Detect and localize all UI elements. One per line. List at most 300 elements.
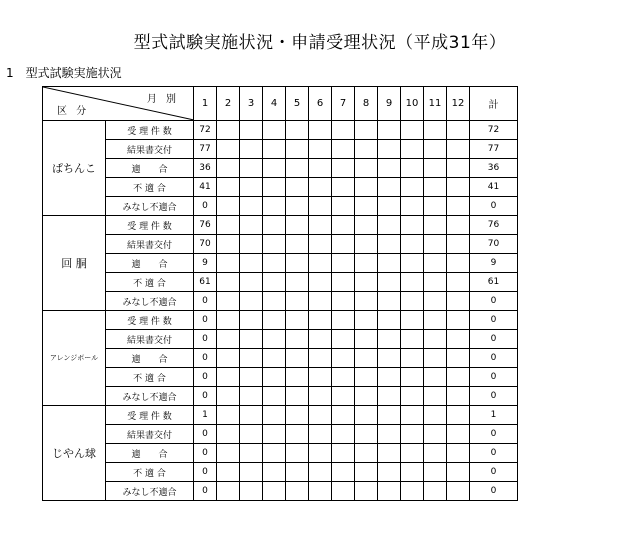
- empty-month-cell: [240, 178, 263, 197]
- empty-month-cell: [217, 121, 240, 140]
- empty-month-cell: [355, 406, 378, 425]
- category-label: ぱちんこ: [43, 121, 106, 216]
- empty-month-cell: [217, 254, 240, 273]
- empty-month-cell: [424, 330, 447, 349]
- empty-month-cell: [309, 197, 332, 216]
- col-axis-label: 月 別: [146, 94, 179, 105]
- empty-month-cell: [263, 406, 286, 425]
- month-value-cell: 0: [194, 292, 217, 311]
- empty-month-cell: [447, 368, 470, 387]
- empty-month-cell: [240, 425, 263, 444]
- empty-month-cell: [378, 197, 401, 216]
- empty-month-cell: [378, 140, 401, 159]
- empty-month-cell: [378, 349, 401, 368]
- empty-month-cell: [309, 254, 332, 273]
- empty-month-cell: [378, 387, 401, 406]
- total-value-cell: 0: [470, 197, 518, 216]
- empty-month-cell: [309, 178, 332, 197]
- empty-month-cell: [332, 387, 355, 406]
- table-row: [43, 444, 518, 463]
- empty-month-cell: [217, 406, 240, 425]
- row-label-conform: 適 合: [106, 254, 194, 273]
- month-header: 12: [447, 87, 470, 121]
- empty-month-cell: [355, 444, 378, 463]
- row-label-conform: 適 合: [106, 159, 194, 178]
- table-row: [43, 349, 518, 368]
- row-label-received-count: 受 理 件 数: [106, 406, 194, 425]
- empty-month-cell: [263, 444, 286, 463]
- empty-month-cell: [240, 235, 263, 254]
- empty-month-cell: [378, 121, 401, 140]
- empty-month-cell: [447, 273, 470, 292]
- empty-month-cell: [401, 330, 424, 349]
- empty-month-cell: [355, 140, 378, 159]
- empty-month-cell: [286, 254, 309, 273]
- month-header: 7: [332, 87, 355, 121]
- table-row: [43, 140, 518, 159]
- empty-month-cell: [424, 254, 447, 273]
- empty-month-cell: [240, 273, 263, 292]
- table-row: [43, 292, 518, 311]
- empty-month-cell: [378, 368, 401, 387]
- empty-month-cell: [309, 292, 332, 311]
- empty-month-cell: [286, 368, 309, 387]
- empty-month-cell: [286, 425, 309, 444]
- empty-month-cell: [447, 349, 470, 368]
- empty-month-cell: [263, 482, 286, 501]
- table-row: [43, 425, 518, 444]
- table-row: [43, 197, 518, 216]
- row-label-nonconform: 不 適 合: [106, 178, 194, 197]
- empty-month-cell: [401, 197, 424, 216]
- empty-month-cell: [447, 463, 470, 482]
- table-row: [43, 387, 518, 406]
- empty-month-cell: [447, 406, 470, 425]
- empty-month-cell: [447, 178, 470, 197]
- month-value-cell: 0: [194, 444, 217, 463]
- empty-month-cell: [355, 349, 378, 368]
- empty-month-cell: [309, 311, 332, 330]
- empty-month-cell: [355, 368, 378, 387]
- section-heading: 1 型式試験実施状況: [6, 66, 122, 80]
- empty-month-cell: [263, 197, 286, 216]
- row-axis-label: 区 分: [57, 106, 90, 117]
- row-label-deemed-nonconform: みなし不適合: [106, 197, 194, 216]
- row-label-conform: 適 合: [106, 349, 194, 368]
- empty-month-cell: [286, 406, 309, 425]
- month-value-cell: 0: [194, 330, 217, 349]
- empty-month-cell: [240, 463, 263, 482]
- row-label-report-issued: 結果書交付: [106, 140, 194, 159]
- empty-month-cell: [401, 273, 424, 292]
- month-header: 1: [194, 87, 217, 121]
- empty-month-cell: [378, 254, 401, 273]
- row-label-report-issued: 結果書交付: [106, 330, 194, 349]
- row-label-received-count: 受 理 件 数: [106, 121, 194, 140]
- category-label: アレンジボール: [43, 311, 106, 406]
- table-row: [43, 482, 518, 501]
- empty-month-cell: [263, 368, 286, 387]
- empty-month-cell: [378, 330, 401, 349]
- empty-month-cell: [401, 387, 424, 406]
- month-value-cell: 0: [194, 349, 217, 368]
- row-label-deemed-nonconform: みなし不適合: [106, 292, 194, 311]
- empty-month-cell: [401, 463, 424, 482]
- total-value-cell: 0: [470, 387, 518, 406]
- empty-month-cell: [217, 349, 240, 368]
- empty-month-cell: [424, 235, 447, 254]
- empty-month-cell: [355, 178, 378, 197]
- empty-month-cell: [217, 330, 240, 349]
- empty-month-cell: [447, 140, 470, 159]
- empty-month-cell: [309, 121, 332, 140]
- total-value-cell: 0: [470, 425, 518, 444]
- empty-month-cell: [309, 216, 332, 235]
- empty-month-cell: [355, 159, 378, 178]
- row-label-deemed-nonconform: みなし不適合: [106, 482, 194, 501]
- empty-month-cell: [309, 159, 332, 178]
- empty-month-cell: [447, 254, 470, 273]
- row-label-conform: 適 合: [106, 444, 194, 463]
- month-value-cell: 0: [194, 482, 217, 501]
- empty-month-cell: [332, 178, 355, 197]
- empty-month-cell: [378, 425, 401, 444]
- empty-month-cell: [309, 273, 332, 292]
- empty-month-cell: [332, 216, 355, 235]
- empty-month-cell: [217, 159, 240, 178]
- empty-month-cell: [447, 159, 470, 178]
- empty-month-cell: [447, 197, 470, 216]
- empty-month-cell: [332, 444, 355, 463]
- empty-month-cell: [240, 311, 263, 330]
- empty-month-cell: [355, 425, 378, 444]
- empty-month-cell: [217, 178, 240, 197]
- month-value-cell: 36: [194, 159, 217, 178]
- empty-month-cell: [447, 387, 470, 406]
- empty-month-cell: [378, 482, 401, 501]
- empty-month-cell: [424, 444, 447, 463]
- total-value-cell: 0: [470, 482, 518, 501]
- empty-month-cell: [263, 254, 286, 273]
- empty-month-cell: [332, 235, 355, 254]
- empty-month-cell: [263, 311, 286, 330]
- empty-month-cell: [447, 292, 470, 311]
- empty-month-cell: [378, 292, 401, 311]
- empty-month-cell: [424, 292, 447, 311]
- empty-month-cell: [332, 197, 355, 216]
- table-row: [43, 216, 518, 235]
- table-row: [43, 121, 518, 140]
- total-value-cell: 36: [470, 159, 518, 178]
- empty-month-cell: [401, 121, 424, 140]
- empty-month-cell: [355, 254, 378, 273]
- empty-month-cell: [263, 349, 286, 368]
- empty-month-cell: [240, 292, 263, 311]
- month-header: 6: [309, 87, 332, 121]
- row-label-nonconform: 不 適 合: [106, 463, 194, 482]
- empty-month-cell: [355, 121, 378, 140]
- empty-month-cell: [424, 482, 447, 501]
- empty-month-cell: [424, 387, 447, 406]
- empty-month-cell: [286, 121, 309, 140]
- table-row: [43, 273, 518, 292]
- month-value-cell: 0: [194, 463, 217, 482]
- empty-month-cell: [217, 216, 240, 235]
- empty-month-cell: [424, 368, 447, 387]
- month-header: 4: [263, 87, 286, 121]
- empty-month-cell: [309, 235, 332, 254]
- row-label-nonconform: 不 適 合: [106, 368, 194, 387]
- empty-month-cell: [217, 140, 240, 159]
- empty-month-cell: [447, 330, 470, 349]
- empty-month-cell: [217, 197, 240, 216]
- empty-month-cell: [401, 254, 424, 273]
- empty-month-cell: [240, 140, 263, 159]
- empty-month-cell: [332, 330, 355, 349]
- empty-month-cell: [286, 463, 309, 482]
- total-value-cell: 0: [470, 349, 518, 368]
- table-row: [43, 463, 518, 482]
- empty-month-cell: [355, 273, 378, 292]
- total-value-cell: 9: [470, 254, 518, 273]
- total-value-cell: 41: [470, 178, 518, 197]
- empty-month-cell: [355, 311, 378, 330]
- empty-month-cell: [263, 330, 286, 349]
- empty-month-cell: [263, 292, 286, 311]
- empty-month-cell: [240, 368, 263, 387]
- corner-header-cell: [43, 87, 194, 121]
- month-value-cell: 1: [194, 406, 217, 425]
- empty-month-cell: [217, 311, 240, 330]
- table-row: [43, 254, 518, 273]
- empty-month-cell: [286, 387, 309, 406]
- month-header: 8: [355, 87, 378, 121]
- empty-month-cell: [401, 292, 424, 311]
- empty-month-cell: [240, 387, 263, 406]
- empty-month-cell: [355, 482, 378, 501]
- empty-month-cell: [424, 121, 447, 140]
- empty-month-cell: [240, 349, 263, 368]
- empty-month-cell: [378, 463, 401, 482]
- empty-month-cell: [263, 273, 286, 292]
- empty-month-cell: [263, 216, 286, 235]
- empty-month-cell: [332, 368, 355, 387]
- empty-month-cell: [309, 444, 332, 463]
- month-value-cell: 77: [194, 140, 217, 159]
- empty-month-cell: [263, 463, 286, 482]
- month-value-cell: 0: [194, 197, 217, 216]
- total-value-cell: 76: [470, 216, 518, 235]
- empty-month-cell: [286, 273, 309, 292]
- empty-month-cell: [309, 425, 332, 444]
- empty-month-cell: [332, 254, 355, 273]
- month-header: 2: [217, 87, 240, 121]
- empty-month-cell: [286, 444, 309, 463]
- month-value-cell: 41: [194, 178, 217, 197]
- empty-month-cell: [240, 444, 263, 463]
- empty-month-cell: [401, 425, 424, 444]
- empty-month-cell: [355, 216, 378, 235]
- empty-month-cell: [378, 406, 401, 425]
- empty-month-cell: [332, 121, 355, 140]
- empty-month-cell: [401, 178, 424, 197]
- empty-month-cell: [332, 406, 355, 425]
- total-value-cell: 0: [470, 311, 518, 330]
- empty-month-cell: [286, 140, 309, 159]
- empty-month-cell: [355, 387, 378, 406]
- empty-month-cell: [217, 482, 240, 501]
- empty-month-cell: [263, 140, 286, 159]
- month-value-cell: 76: [194, 216, 217, 235]
- category-label: じやん球: [43, 406, 106, 501]
- empty-month-cell: [401, 349, 424, 368]
- empty-month-cell: [378, 178, 401, 197]
- month-value-cell: 0: [194, 387, 217, 406]
- empty-month-cell: [332, 425, 355, 444]
- empty-month-cell: [378, 235, 401, 254]
- empty-month-cell: [286, 292, 309, 311]
- total-value-cell: 0: [470, 444, 518, 463]
- total-value-cell: 61: [470, 273, 518, 292]
- empty-month-cell: [263, 159, 286, 178]
- empty-month-cell: [401, 444, 424, 463]
- empty-month-cell: [217, 292, 240, 311]
- empty-month-cell: [332, 273, 355, 292]
- total-value-cell: 77: [470, 140, 518, 159]
- month-value-cell: 0: [194, 425, 217, 444]
- table-row: [43, 406, 518, 425]
- month-header: 5: [286, 87, 309, 121]
- empty-month-cell: [355, 292, 378, 311]
- empty-month-cell: [401, 368, 424, 387]
- empty-month-cell: [424, 349, 447, 368]
- total-value-cell: 1: [470, 406, 518, 425]
- empty-month-cell: [378, 216, 401, 235]
- empty-month-cell: [217, 235, 240, 254]
- empty-month-cell: [263, 387, 286, 406]
- empty-month-cell: [447, 425, 470, 444]
- empty-month-cell: [309, 406, 332, 425]
- empty-month-cell: [309, 330, 332, 349]
- month-header: 11: [424, 87, 447, 121]
- empty-month-cell: [424, 311, 447, 330]
- empty-month-cell: [424, 159, 447, 178]
- empty-month-cell: [286, 159, 309, 178]
- row-label-deemed-nonconform: みなし不適合: [106, 387, 194, 406]
- empty-month-cell: [309, 482, 332, 501]
- month-value-cell: 72: [194, 121, 217, 140]
- empty-month-cell: [332, 159, 355, 178]
- category-label: 回 胴: [43, 216, 106, 311]
- empty-month-cell: [309, 463, 332, 482]
- empty-month-cell: [286, 311, 309, 330]
- empty-month-cell: [447, 311, 470, 330]
- empty-month-cell: [263, 121, 286, 140]
- empty-month-cell: [286, 349, 309, 368]
- empty-month-cell: [332, 349, 355, 368]
- table-row: [43, 311, 518, 330]
- total-value-cell: 70: [470, 235, 518, 254]
- row-label-report-issued: 結果書交付: [106, 425, 194, 444]
- empty-month-cell: [378, 273, 401, 292]
- empty-month-cell: [401, 311, 424, 330]
- month-value-cell: 70: [194, 235, 217, 254]
- total-value-cell: 72: [470, 121, 518, 140]
- empty-month-cell: [217, 444, 240, 463]
- empty-month-cell: [424, 178, 447, 197]
- month-value-cell: 61: [194, 273, 217, 292]
- empty-month-cell: [217, 387, 240, 406]
- empty-month-cell: [263, 235, 286, 254]
- empty-month-cell: [217, 368, 240, 387]
- empty-month-cell: [447, 482, 470, 501]
- empty-month-cell: [424, 140, 447, 159]
- empty-month-cell: [447, 444, 470, 463]
- empty-month-cell: [217, 425, 240, 444]
- total-header: 計: [470, 87, 518, 121]
- empty-month-cell: [217, 463, 240, 482]
- row-label-nonconform: 不 適 合: [106, 273, 194, 292]
- empty-month-cell: [240, 330, 263, 349]
- empty-month-cell: [447, 216, 470, 235]
- row-label-report-issued: 結果書交付: [106, 235, 194, 254]
- empty-month-cell: [286, 178, 309, 197]
- empty-month-cell: [424, 463, 447, 482]
- empty-month-cell: [424, 197, 447, 216]
- empty-month-cell: [286, 235, 309, 254]
- total-value-cell: 0: [470, 330, 518, 349]
- empty-month-cell: [447, 121, 470, 140]
- header-row: [43, 87, 518, 121]
- empty-month-cell: [240, 197, 263, 216]
- empty-month-cell: [378, 444, 401, 463]
- month-value-cell: 9: [194, 254, 217, 273]
- empty-month-cell: [217, 273, 240, 292]
- empty-month-cell: [401, 482, 424, 501]
- empty-month-cell: [263, 178, 286, 197]
- month-header: 10: [401, 87, 424, 121]
- empty-month-cell: [286, 330, 309, 349]
- empty-month-cell: [401, 235, 424, 254]
- row-label-received-count: 受 理 件 数: [106, 216, 194, 235]
- exam-status-table: [42, 86, 518, 501]
- empty-month-cell: [309, 387, 332, 406]
- empty-month-cell: [424, 425, 447, 444]
- row-label-received-count: 受 理 件 数: [106, 311, 194, 330]
- empty-month-cell: [286, 482, 309, 501]
- empty-month-cell: [447, 235, 470, 254]
- month-value-cell: 0: [194, 311, 217, 330]
- empty-month-cell: [240, 254, 263, 273]
- empty-month-cell: [378, 159, 401, 178]
- empty-month-cell: [240, 121, 263, 140]
- empty-month-cell: [332, 140, 355, 159]
- table-row: [43, 178, 518, 197]
- empty-month-cell: [355, 197, 378, 216]
- empty-month-cell: [424, 273, 447, 292]
- empty-month-cell: [309, 140, 332, 159]
- empty-month-cell: [332, 482, 355, 501]
- total-value-cell: 0: [470, 463, 518, 482]
- month-value-cell: 0: [194, 368, 217, 387]
- empty-month-cell: [240, 482, 263, 501]
- empty-month-cell: [401, 406, 424, 425]
- empty-month-cell: [378, 311, 401, 330]
- empty-month-cell: [263, 425, 286, 444]
- total-value-cell: 0: [470, 292, 518, 311]
- table-row: [43, 159, 518, 178]
- empty-month-cell: [309, 349, 332, 368]
